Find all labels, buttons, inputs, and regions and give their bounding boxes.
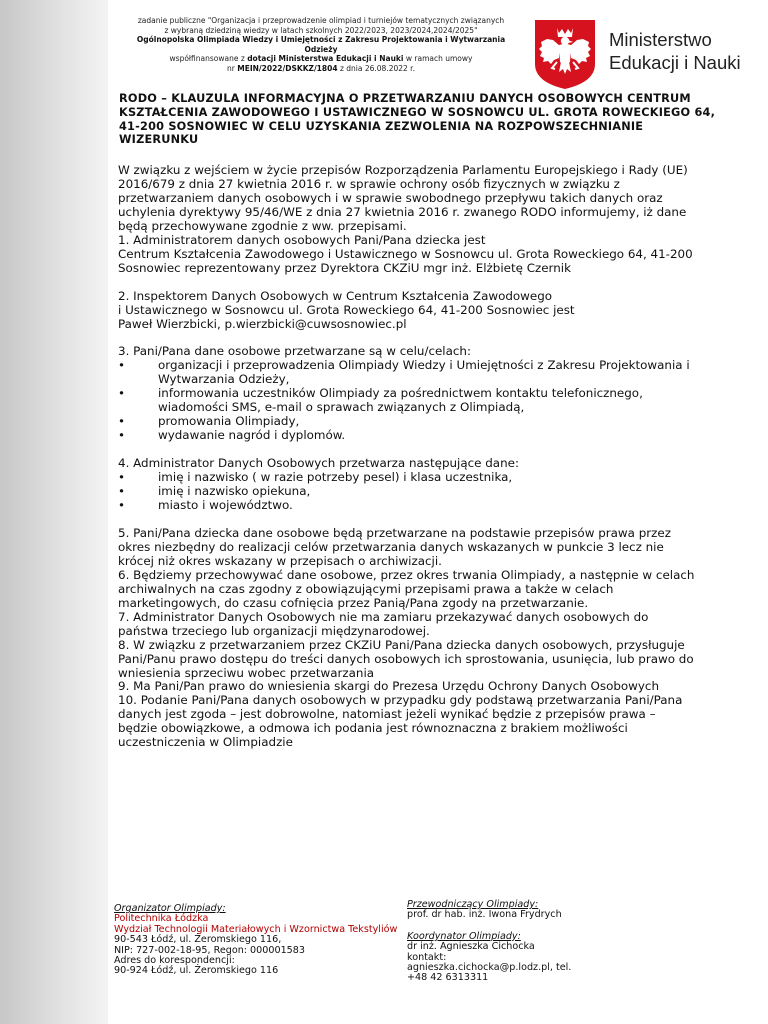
header-line-3: Ogólnopolska Olimpiada Wiedzy i Umiejętności z Zakresu Projektowania i Wytwarzania	[136, 35, 506, 45]
list-item: • informowania uczestników Olimpiady za pośrednictwem kontaktu telefonicznego, wiadomości SMS, e-mail o sprawach związanych z Olimpiadą,	[118, 386, 643, 415]
coordinator-email: agnieszka.cichocka@p.lodz.pl, tel.	[407, 962, 572, 974]
point-3-heading: 3. Pani/Pana dane osobowe przetwarzane są w celu/celach:	[118, 344, 471, 359]
point-1-text: Centrum Kształcenia Zawodowego i Ustawicznego w Sosnowcu ul. Grota Roweckiego 64, 41-200 Sosnowiec reprezentowany przez Dyrektora CKZiU mgr inż. Elżbietę Czernik	[118, 246, 693, 275]
olympiad-contacts	[407, 900, 607, 984]
list-item: • miasto i województwo.	[118, 498, 293, 513]
header-line-2: z wybraną dziedziną wiedzy w latach szkolnych 2022/2023, 2023/2024,2024/2025"	[164, 25, 478, 35]
point-4-heading: 4. Administrator Danych Osobowych przetwarza następujące dane:	[118, 456, 519, 471]
point-1-heading: 1. Administratorem danych osobowych Pani/Pana dziecka jest	[118, 232, 486, 247]
organizer-info	[114, 904, 404, 977]
point-10: 10. Podanie Pani/Pana danych osobowych w przypadku gdy podstawą przetwarzania Pani/Pana danych jest zgoda – jest dobrowolne, natomiast jeżeli wynikać będzie z przepisów prawa – będzie obowiązkowe, a odmowa ich podania jest równoznaczna z brakiem możliwości uczestniczenia w Olimpiadzie	[118, 693, 683, 750]
organizer-name: Politechnika Łódzka	[114, 913, 209, 925]
correspondence-address: 90-924 Łódź, ul. Żeromskiego 116	[114, 965, 279, 977]
list-item: • promowania Olimpiady,	[118, 414, 300, 429]
point-2-heading: 2. Inspektorem Danych Osobowych w Centrum Kształcenia Zawodowego	[118, 288, 553, 303]
document-title: RODO – KLAUZULA INFORMACYJNA O PRZETWARZANIU DANYCH OSOBOWYCH CENTRUM KSZTAŁCENIA ZAWODOWEGO I USTAWICZNEGO W SOSNOWCU UL. GROTA ROWECKIEGO 64, 41-200 SOSNOWIEC W CELU UZYSKANIA ZEZWOLENIA NA ROZPOWSZECHNIANIE WIZERUNKU	[119, 92, 716, 147]
header-line-4: Odzieży	[304, 44, 338, 54]
header-line-5: współfinansowane z dotacji Ministerstwa Edukacji i Nauki w ramach umowy	[169, 54, 473, 64]
point-2-text: i Ustawicznego w Sosnowcu ul. Grota Roweckiego 64, 41-200 Sosnowiec jest	[118, 302, 575, 317]
chair-name: prof. dr hab. inż. Iwona Frydrych	[407, 909, 562, 921]
point-8: 8. W związku z przetwarzaniem przez CKZiU Pani/Pana dziecka danych osobowych, przysługuje Pani/Panu prawo dostępu do treści danych osobowych ich sprostowania, usunięcia, lub prawo do wniesienia sprzeciwu wobec przetwarzania	[118, 637, 694, 680]
point-7: 7. Administrator Danych Osobowych nie ma zamiaru przekazywać danych osobowych do państwa trzeciego lub organizacji międzynarodowej.	[118, 609, 649, 638]
bullet-icon: •	[118, 498, 126, 513]
point-5: 5. Pani/Pana dziecka dane osobowe będą przetwarzane na podstawie przepisów prawa przez okres niezbędny do realizacji celów przetwarzania danych wskazanych w punkcie 3 lecz nie krócej niż okres wskazany w przepisach o archiwizacji.	[118, 525, 671, 568]
intro-paragraph: W związku z wejściem w życie przepisów Rozporządzenia Parlamentu Europejskiego i Rady (UE) 2016/679 z dnia 27 kwietnia 2016 r. w sprawie ochrony osób fizycznych w związku z przetwarzaniem danych osobowych i w sprawie swobodnego przepływu takich danych oraz uchylenia dyrektywy 95/46/WE z dnia 27 kwietnia 2016 r. zwanego RODO informujemy, iż dane będą przechowywane zgodnie z ww. przepisami.	[118, 163, 688, 233]
chair-label: Przewodniczący Olimpiady:	[407, 899, 539, 910]
polish-eagle-emblem-icon	[533, 18, 597, 90]
organizer-label: Organizator Olimpiady:	[114, 903, 226, 914]
point-2-contact: Paweł Wierzbicki, p.wierzbicki@cuwsosnowiec.pl	[118, 316, 407, 331]
list-item: • imię i nazwisko opiekuna,	[118, 484, 311, 499]
header-line-6: nr MEIN/2022/DSKKZ/1804 z dnia 26.08.2022 r.	[227, 63, 415, 73]
organizer-department: Wydział Technologii Materiałowych i Wzornictwa Tekstyliów	[114, 923, 398, 935]
organizer-address: 90-543 Łódź, ul. Żeromskiego 116,	[114, 934, 282, 946]
point-9: 9. Ma Pani/Pan prawo do wniesienia skargi do Prezesa Urzędu Ochrony Danych Osobowych	[118, 679, 660, 694]
organizer-ids: NIP: 727-002-18-95, Regon: 000001583	[114, 944, 305, 956]
list-item: • imię i nazwisko ( w razie potrzeby pesel) i klasa uczestnika,	[118, 470, 513, 485]
header-line-1: zadanie publiczne "Organizacja i przeprowadzenie olimpiad i turniejów tematycznych związanych	[137, 16, 505, 25]
list-item: • organizacji i przeprowadzenia Olimpiady Wiedzy i Umiejętności z Zakresu Projektowania i Wytwarzania Odzieży,	[118, 358, 690, 387]
header-funding-note	[112, 16, 530, 74]
bullet-icon: •	[118, 428, 126, 443]
bullet-icon: •	[118, 386, 126, 401]
ministry-name	[609, 28, 764, 74]
coordinator-phone: +48 42 6313311	[407, 972, 489, 984]
left-shade-band	[0, 0, 108, 1024]
coordinator-contact-label: kontakt:	[407, 951, 447, 963]
document-body	[118, 164, 698, 750]
ministry-line-2: Edukacji i Nauki	[609, 52, 741, 73]
bullet-icon: •	[118, 470, 126, 485]
point-6: 6. Będziemy przechowywać dane osobowe, przez okres trwania Olimpiady, a następnie w celach archiwalnych na czas zgodny z obowiązującymi przepisami prawa a także w celach marketingowych, do czasu cofnięcia przez Panią/Pana zgody na przetwarzanie.	[118, 567, 695, 610]
coordinator-name: dr inż. Agnieszka Cichocka	[407, 941, 535, 953]
coordinator-label: Koordynator Olimpiady:	[407, 930, 521, 942]
list-item: • wydawanie nagród i dyplomów.	[118, 428, 346, 443]
ministry-line-1: Ministerstwo	[609, 29, 712, 50]
bullet-icon: •	[118, 358, 126, 373]
bullet-icon: •	[118, 414, 126, 429]
correspondence-label: Adres do korespondencji:	[114, 955, 235, 967]
bullet-icon: •	[118, 484, 126, 499]
